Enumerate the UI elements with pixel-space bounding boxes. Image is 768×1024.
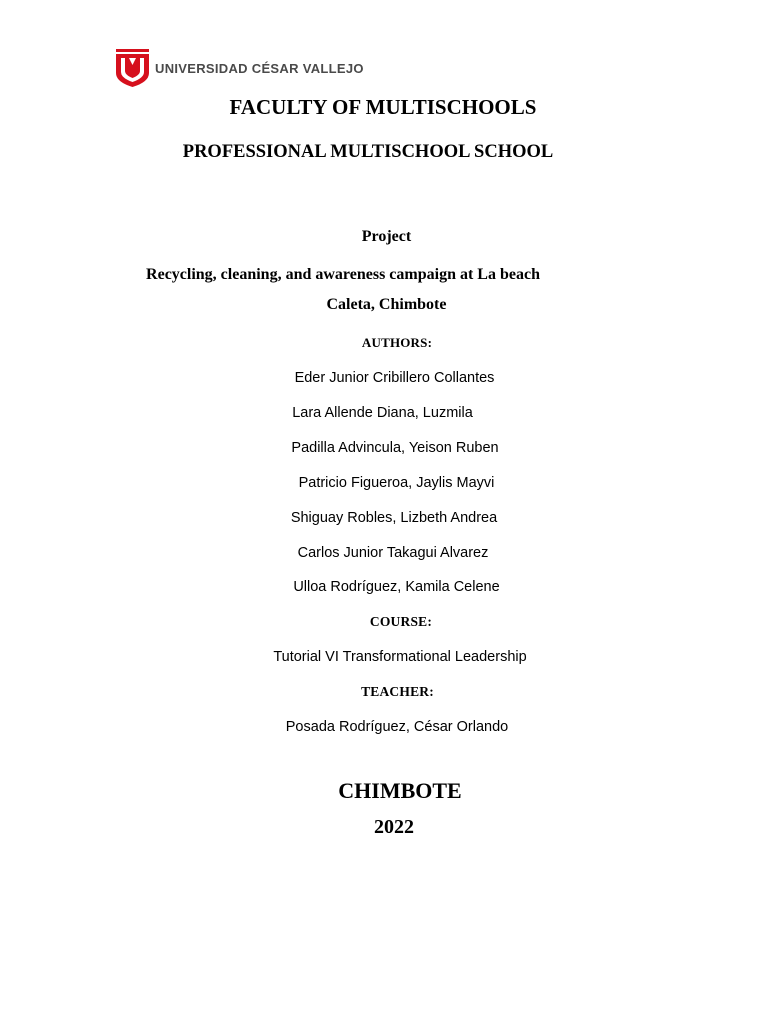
year: 2022 [374,816,414,838]
authors-label: AUTHORS: [361,335,433,350]
author-name: Shiguay Robles, Lizbeth Andrea [290,510,498,526]
author-name: Ulloa Rodríguez, Kamila Celene [293,579,500,595]
project-title-line-2: Caleta, Chimbote [326,296,447,313]
author-name: Carlos Junior Takagui Alvarez [297,545,489,561]
author-name: Padilla Advincula, Yeison Ruben [291,440,499,456]
school-title: PROFESSIONAL MULTISCHOOL SCHOOL [182,142,554,162]
university-shield-icon [116,49,149,87]
project-title-line-1: Recycling, cleaning, and awareness campaign at La beach [146,266,540,283]
faculty-title: FACULTY OF MULTISCHOOLS [229,95,537,119]
project-label: Project [361,228,412,245]
author-name: Eder Junior Cribillero Collantes [294,370,495,386]
teacher-label: TEACHER: [361,684,434,699]
author-name: Lara Allende Diana, Luzmila [292,405,473,421]
teacher-value: Posada Rodríguez, César Orlando [285,719,509,735]
city: CHIMBOTE [338,778,462,803]
author-name: Patricio Figueroa, Jaylis Mayvi [298,475,495,491]
university-name: UNIVERSIDAD CÉSAR VALLEJO [155,60,364,76]
course-label: COURSE: [369,614,433,629]
university-logo [116,49,364,87]
course-value: Tutorial VI Transformational Leadership [273,649,527,665]
